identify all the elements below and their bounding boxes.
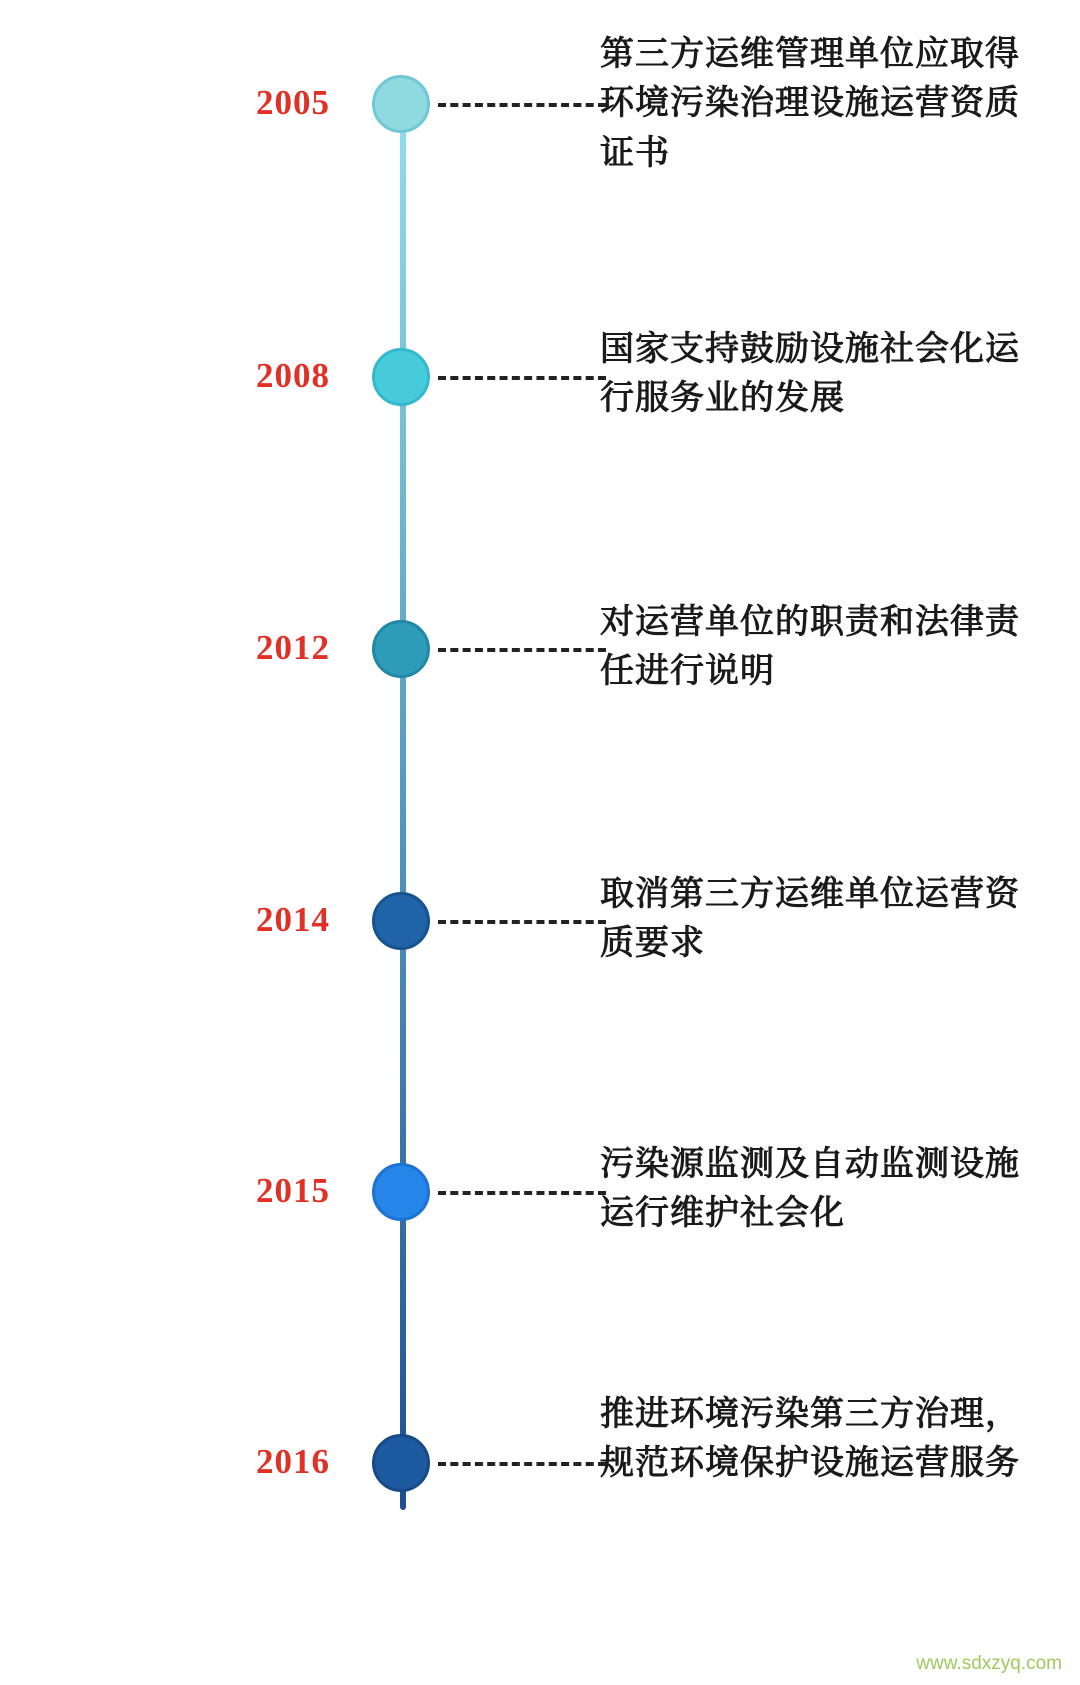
event-description: 污染源监测及自动监测设施运行维护社会化 bbox=[600, 1145, 1020, 1233]
event-description: 推进环境污染第三方治理，规范环境保护设施运营服务 bbox=[600, 1395, 1020, 1483]
event-marker-dot[interactable] bbox=[372, 348, 430, 406]
event-description: 对运营单位的职责和法律责任进行说明 bbox=[600, 603, 1020, 691]
event-description: 国家支持鼓励设施社会化运行服务业的发展 bbox=[600, 330, 1020, 418]
event-marker-dot[interactable] bbox=[372, 892, 430, 950]
watermark-text: www.sdxzyq.com bbox=[916, 1653, 1062, 1674]
event-year-label: 2005 bbox=[256, 83, 330, 122]
event-marker-dot[interactable] bbox=[372, 1163, 430, 1221]
event-marker-dot[interactable] bbox=[372, 1434, 430, 1492]
event-connector-line bbox=[438, 648, 606, 652]
event-year-label: 2008 bbox=[256, 356, 330, 395]
event-description: 取消第三方运维单位运营资质要求 bbox=[600, 875, 1020, 963]
event-connector-line bbox=[438, 1191, 606, 1195]
event-marker-dot[interactable] bbox=[372, 620, 430, 678]
timeline-axis bbox=[400, 110, 406, 1510]
event-connector-line bbox=[438, 1462, 606, 1466]
event-marker-dot[interactable] bbox=[372, 75, 430, 133]
event-connector-line bbox=[438, 103, 606, 107]
event-year-label: 2016 bbox=[256, 1442, 330, 1481]
event-connector-line bbox=[438, 920, 606, 924]
event-year-label: 2015 bbox=[256, 1171, 330, 1210]
event-year-label: 2012 bbox=[256, 628, 330, 667]
event-connector-line bbox=[438, 376, 606, 380]
event-description: 第三方运维管理单位应取得环境污染治理设施运营资质证书 bbox=[600, 35, 1020, 172]
event-year-label: 2014 bbox=[256, 900, 330, 939]
